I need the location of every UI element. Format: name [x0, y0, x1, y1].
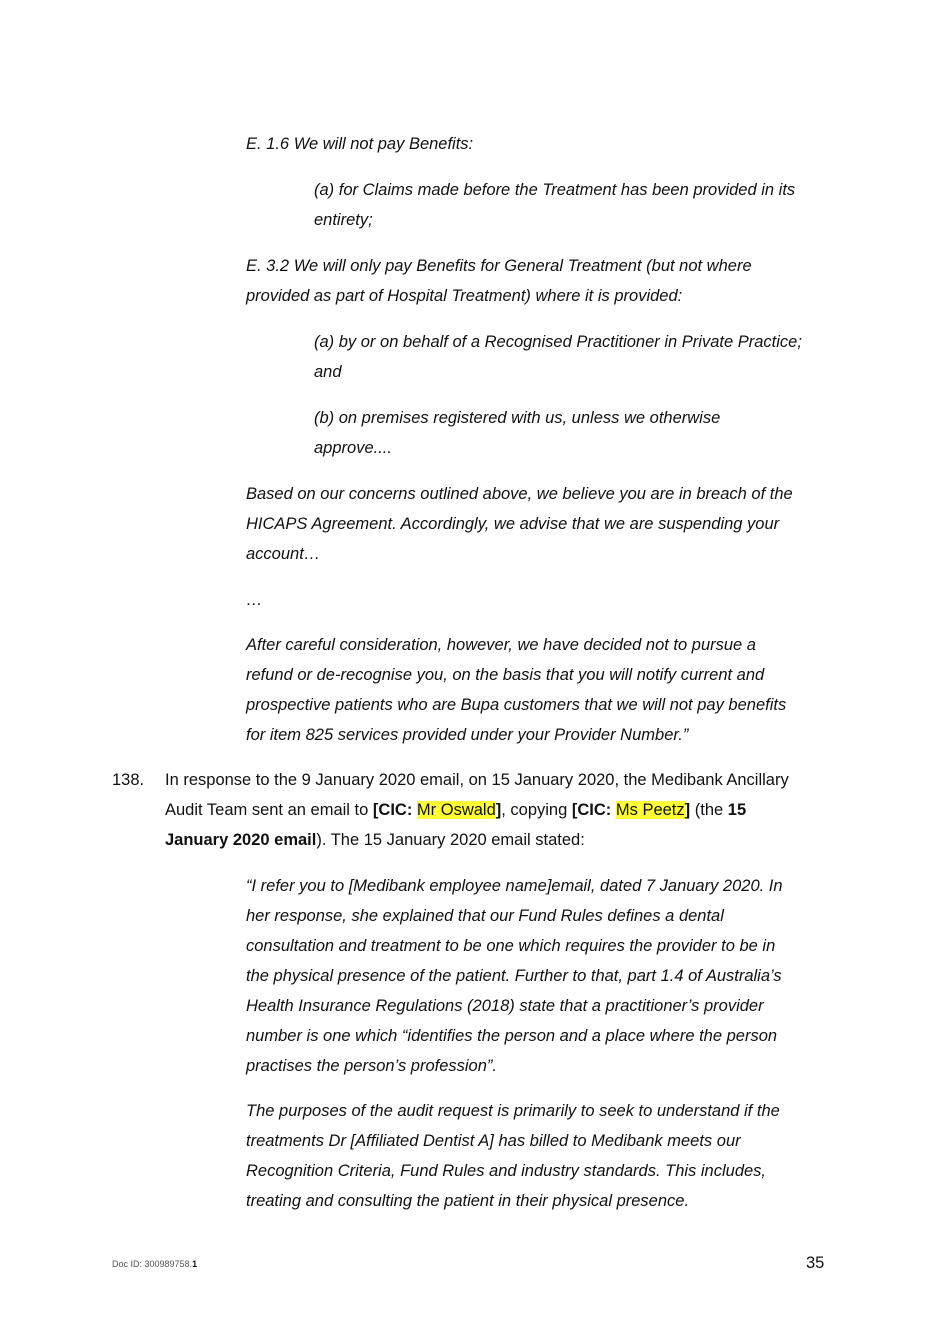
- document-id-suffix: 1: [192, 1259, 198, 1269]
- highlighted-name-oswald: Mr Oswald: [416, 801, 496, 819]
- decision-line: After careful consideration, however, we have decided not to pursue a: [246, 636, 756, 654]
- cic-label: [CIC:: [372, 801, 417, 819]
- highlighted-name-peetz: Ms Peetz: [615, 801, 685, 819]
- rule-e32-b-line: approve....: [314, 439, 392, 457]
- rule-e16-a-line: entirety;: [314, 211, 373, 229]
- rule-e16-heading: E. 1.6 We will not pay Benefits:: [246, 135, 474, 153]
- document-id: [112, 1259, 197, 1269]
- email-quote-line: treatments Dr [Affiliated Dentist A] has billed to Medibank meets our: [246, 1132, 741, 1150]
- defined-term: 15: [727, 801, 747, 819]
- email-quote-line: her response, she explained that our Fund Rules defines a dental: [246, 907, 724, 925]
- email-quote-line: the physical presence of the patient. Further to that, part 1.4 of Australia’s: [246, 967, 782, 985]
- email-quote-line: “I refer you to [Medibank employee name]email, dated 7 January 2020. In: [246, 877, 783, 895]
- cic-close: ]: [684, 801, 691, 819]
- document-id-prefix: Doc ID: 300989758.: [112, 1259, 193, 1269]
- para-138-line: [165, 800, 746, 820]
- paragraph-number: 138.: [112, 771, 145, 789]
- email-quote-line: practises the person’s profession”.: [246, 1057, 497, 1075]
- concern-line: Based on our concerns outlined above, we believe you are in breach of the: [246, 485, 793, 503]
- rule-e16-a-line: (a) for Claims made before the Treatment has been provided in its: [314, 181, 796, 199]
- decision-line: prospective patients who are Bupa customers that we will not pay benefits: [246, 696, 787, 714]
- decision-line: for item 825 services provided under your Provider Number.”: [246, 726, 689, 744]
- defined-term: January 2020 email: [165, 831, 317, 849]
- cic-close: ]: [495, 801, 502, 819]
- email-quote-line: Health Insurance Regulations (2018) state that a practitioner’s provider: [246, 997, 764, 1015]
- email-quote-line: treating and consulting the patient in their physical presence.: [246, 1192, 690, 1210]
- rule-e32-a-line: (a) by or on behalf of a Recognised Practitioner in Private Practice;: [314, 333, 802, 351]
- rule-e32-b-line: (b) on premises registered with us, unless we otherwise: [314, 409, 721, 427]
- email-quote-line: number is one which “identifies the person and a place where the person: [246, 1027, 778, 1045]
- para-138-line: [165, 830, 585, 850]
- para-138-text: , copying: [501, 801, 572, 819]
- decision-line: refund or de-recognise you, on the basis that you will notify current and: [246, 666, 765, 684]
- para-138-text: Audit Team sent an email to: [165, 801, 373, 819]
- rule-e32-a-line: and: [314, 363, 342, 381]
- page-number: 35: [806, 1254, 825, 1272]
- para-138-text: (the: [690, 801, 728, 819]
- rule-e32-line: E. 3.2 We will only pay Benefits for General Treatment (but not where: [246, 257, 752, 275]
- omission-ellipsis: …: [246, 591, 263, 609]
- cic-label: [CIC:: [571, 801, 616, 819]
- rule-e32-line: provided as part of Hospital Treatment) where it is provided:: [246, 287, 683, 305]
- email-quote-line: The purposes of the audit request is primarily to seek to understand if the: [246, 1102, 780, 1120]
- concern-line: HICAPS Agreement. Accordingly, we advise that we are suspending your: [246, 515, 780, 533]
- para-138-text: ). The 15 January 2020 email stated:: [316, 831, 585, 849]
- para-138-line: In response to the 9 January 2020 email, on 15 January 2020, the Medibank Ancillary: [165, 771, 789, 789]
- email-quote-line: Recognition Criteria, Fund Rules and industry standards. This includes,: [246, 1162, 767, 1180]
- concern-line: account…: [246, 545, 321, 563]
- email-quote-line: consultation and treatment to be one which requires the provider to be in: [246, 937, 776, 955]
